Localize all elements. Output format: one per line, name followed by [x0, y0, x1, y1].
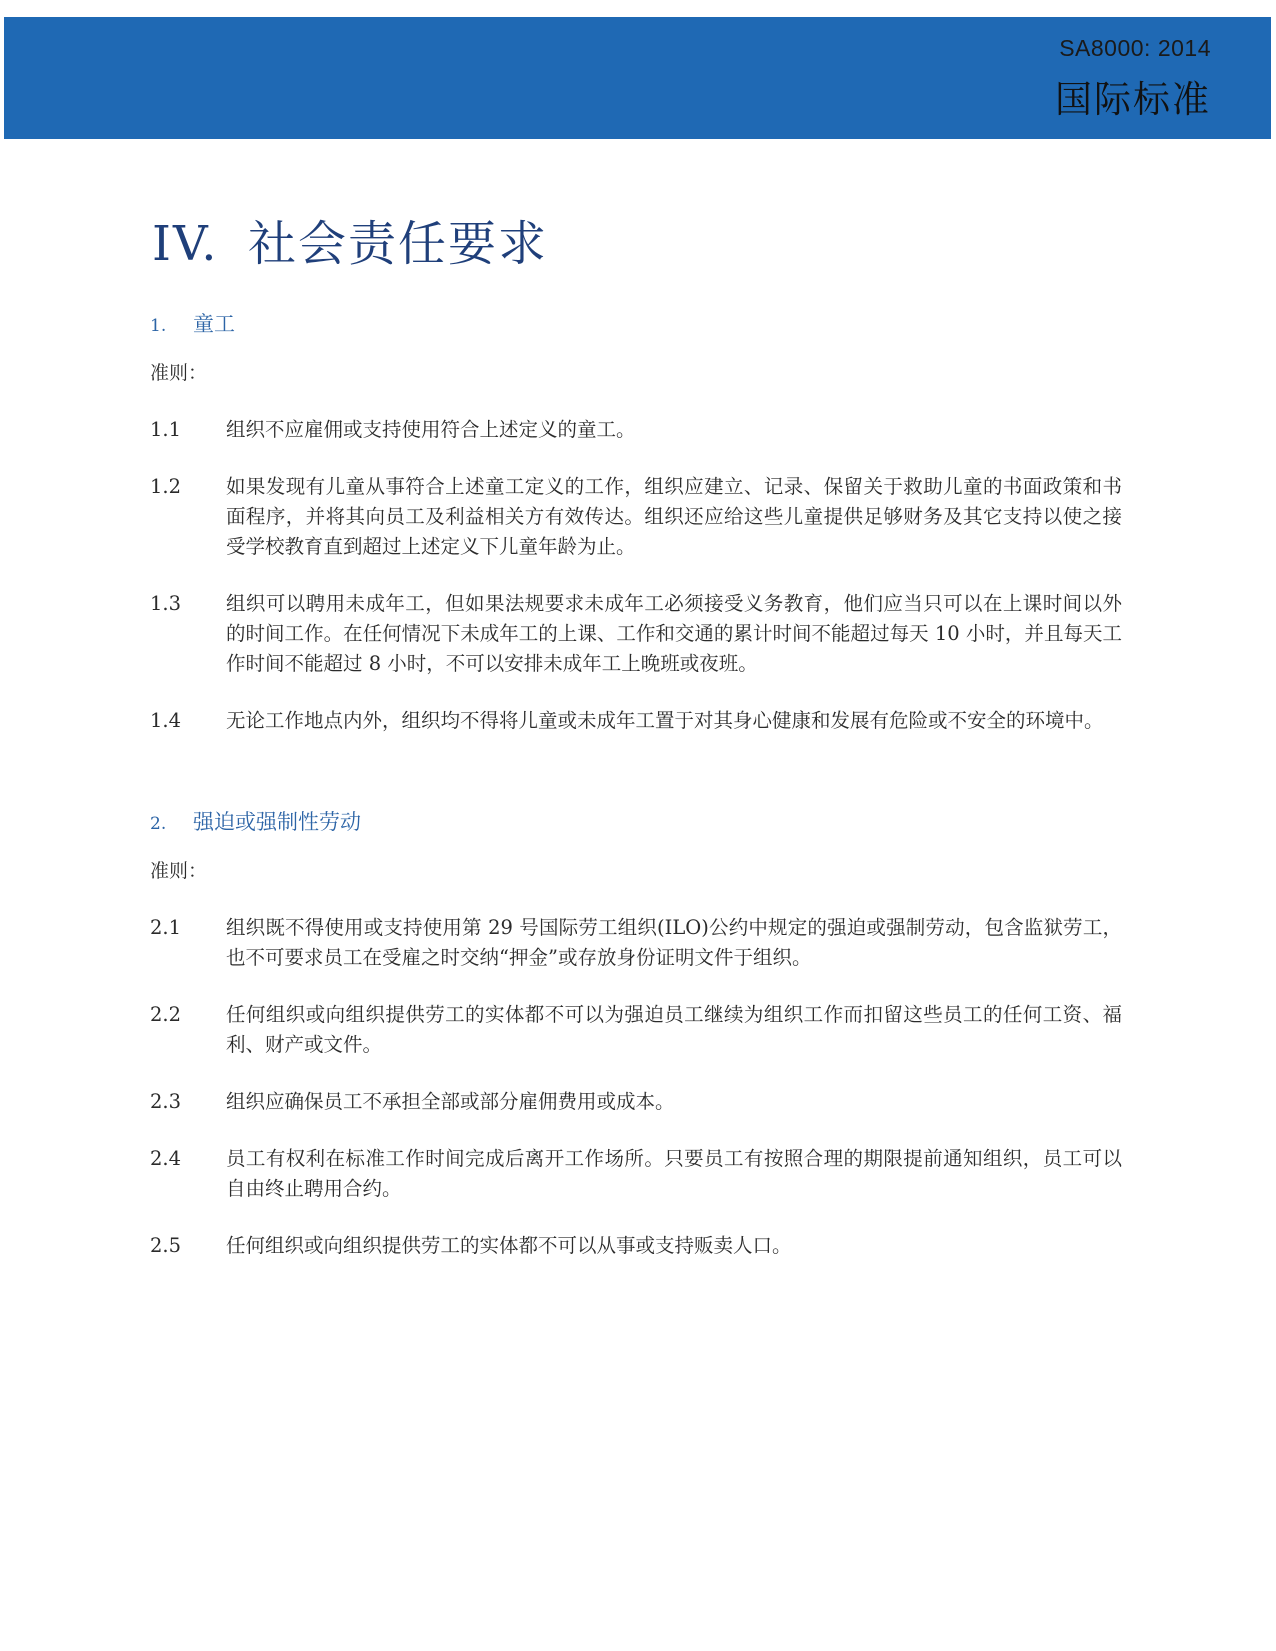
clause-1-2 — [150, 472, 1122, 562]
criteria-label: 准则： — [150, 362, 208, 384]
section-title: 强迫或强制性劳动 — [193, 810, 361, 834]
clause-text: 如果发现有儿童从事符合上述童工定义的工作，组织应建立、记录、保留关于救助儿童的书面政策和书面程序，并将其向员工及利益相关方有效传达。组织还应给这些儿童提供足够财务及其它支持以使之接受学校教育直到超过上述定义下儿童年龄为止。 — [226, 475, 1122, 558]
standard-code: SA8000: 2014 — [1059, 35, 1211, 61]
clause-number: 1.1 — [150, 418, 182, 441]
section-heading — [150, 806, 1122, 838]
clause-2-4 — [150, 1144, 1122, 1204]
clause-2-2 — [150, 1000, 1122, 1060]
section-number: 2. — [150, 814, 167, 834]
clause-2-3 — [150, 1087, 1122, 1117]
clause-text: 任何组织或向组织提供劳工的实体都不可以为强迫员工继续为组织工作而扣留这些员工的任何工资、福利、财产或文件。 — [226, 1003, 1122, 1056]
clause-number: 2.4 — [150, 1147, 182, 1170]
clause-number: 2.1 — [150, 916, 182, 939]
chapter-number: IV. — [152, 216, 219, 272]
section-forced-labour — [150, 806, 1122, 1261]
clause-1-4 — [150, 706, 1122, 736]
header-band — [4, 17, 1271, 139]
clause-1-3 — [150, 589, 1122, 679]
clause-text: 员工有权利在标准工作时间完成后离开工作场所。只要员工有按照合理的期限提前通知组织，员工可以自由终止聘用合约。 — [226, 1147, 1122, 1200]
section-number: 1. — [150, 316, 167, 336]
clause-text: 组织可以聘用未成年工，但如果法规要求未成年工必须接受义务教育，他们应当只可以在上课时间以外的时间工作。在任何情况下未成年工的上课、工作和交通的累计时间不能超过每天 10 小时，并且每天工作时间不能超过 8 小时，不可以安排未成年工上晚班或夜班。 — [226, 592, 1122, 675]
sections — [150, 308, 1122, 1261]
clause-number: 1.4 — [150, 709, 182, 732]
chapter-title-text: 社会责任要求 — [248, 216, 549, 272]
clause-text: 组织不应雇佣或支持使用符合上述定义的童工。 — [226, 418, 636, 441]
chapter-title — [152, 205, 548, 274]
clause-text: 组织既不得使用或支持使用第 29 号国际劳工组织(ILO)公约中规定的强迫或强制劳动，包含监狱劳工，也不可要求员工在受雇之时交纳“押金”或存放身份证明文件于组织。 — [226, 916, 1122, 969]
clause-number: 2.5 — [150, 1234, 182, 1257]
clause-number: 1.3 — [150, 592, 182, 615]
clause-number: 2.2 — [150, 1003, 182, 1026]
clause-1-1 — [150, 415, 1122, 445]
criteria-label: 准则： — [150, 860, 208, 882]
clause-number: 2.3 — [150, 1090, 182, 1113]
clause-number: 1.2 — [150, 475, 182, 498]
section-child-labour — [150, 308, 1122, 736]
clause-2-1 — [150, 913, 1122, 973]
section-heading — [150, 308, 1122, 340]
standard-title: 国际标准 — [1055, 78, 1211, 121]
clause-text: 无论工作地点内外，组织均不得将儿童或未成年工置于对其身心健康和发展有危险或不安全的环境中。 — [226, 709, 1104, 732]
clause-2-5 — [150, 1231, 1122, 1261]
clause-text: 组织应确保员工不承担全部或部分雇佣费用或成本。 — [226, 1090, 675, 1113]
section-title: 童工 — [193, 312, 235, 336]
clause-text: 任何组织或向组织提供劳工的实体都不可以从事或支持贩卖人口。 — [226, 1234, 792, 1257]
